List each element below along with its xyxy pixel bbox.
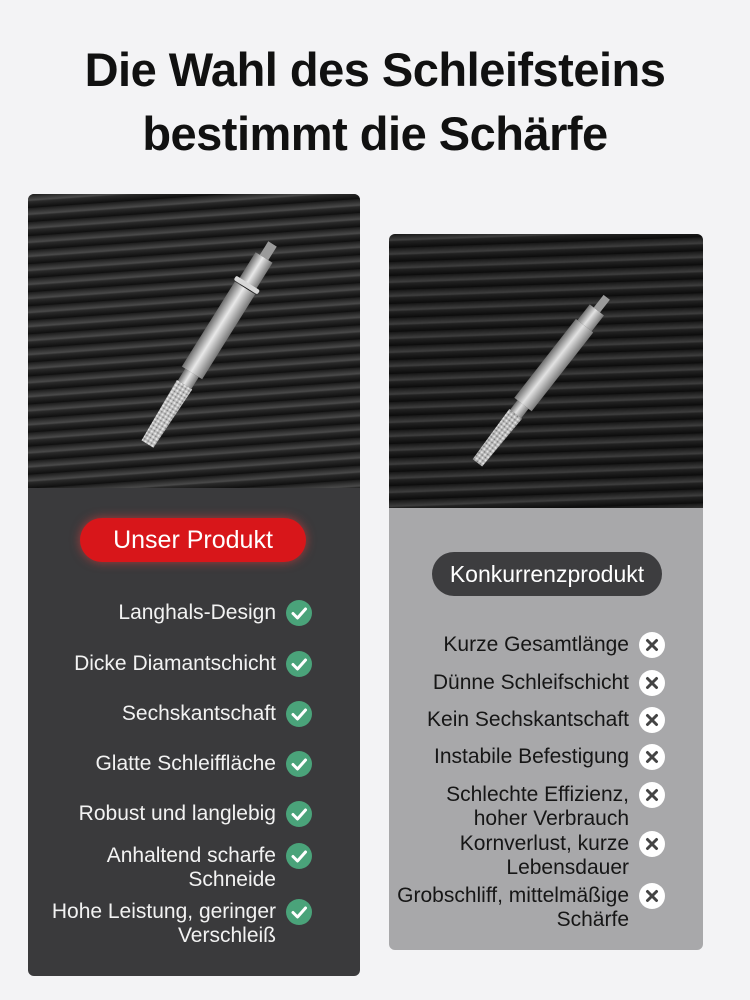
- our-product-panel: [28, 194, 360, 976]
- feature-line: Lebensdauer: [506, 856, 629, 879]
- feature-line: Anhaltend scharfe: [106, 844, 276, 867]
- check-icon: [286, 843, 312, 869]
- headline-line-1: Die Wahl des Schleifsteins: [84, 43, 666, 96]
- our-product-badge: Unser Produkt: [80, 518, 306, 562]
- feature-row: [389, 884, 665, 932]
- feature-line: Hohe Leistung, geringer: [51, 900, 276, 923]
- feature-text: [434, 745, 629, 769]
- feature-row: [389, 708, 665, 733]
- check-icon: [286, 899, 312, 925]
- headline: [0, 38, 750, 166]
- competitor-product-photo: [389, 234, 703, 508]
- headline-line-2: bestimmt die Schärfe: [142, 107, 608, 160]
- feature-line: Langhals-Design: [118, 601, 276, 624]
- feature-text: [427, 708, 629, 732]
- feature-line: Schlechte Effizienz,: [446, 783, 629, 806]
- feature-text: [397, 884, 629, 932]
- feature-line: Grobschliff, mittelmäßige: [397, 884, 629, 907]
- feature-line: Kornverlust, kurze: [459, 832, 629, 855]
- feature-line: Sechskantschaft: [121, 702, 276, 725]
- feature-line: Schneide: [188, 868, 276, 891]
- feature-text: [433, 671, 629, 695]
- x-icon: [639, 670, 665, 696]
- feature-row: [28, 844, 312, 892]
- feature-row: [389, 671, 665, 696]
- feature-row: [28, 702, 312, 727]
- feature-line: Dicke Diamantschicht: [74, 652, 276, 675]
- feature-row: [28, 752, 312, 777]
- feature-row: [28, 802, 312, 827]
- feature-text: [74, 652, 276, 676]
- feature-row: [389, 745, 665, 770]
- feature-row: [389, 832, 665, 880]
- feature-line: Dünne Schleifschicht: [432, 671, 629, 694]
- feature-text: [107, 844, 276, 892]
- check-icon: [286, 651, 312, 677]
- competitor-panel: [389, 234, 703, 950]
- x-icon: [639, 782, 665, 808]
- x-icon: [639, 632, 665, 658]
- feature-text: [95, 752, 276, 776]
- our-product-photo: [28, 194, 360, 488]
- feature-text: [118, 601, 276, 625]
- feature-line: hoher Verbrauch: [473, 807, 629, 830]
- feature-row: [28, 900, 312, 948]
- feature-row: [389, 633, 665, 658]
- feature-line: Glatte Schleiffläche: [95, 752, 276, 775]
- competitor-badge: Konkurrenzprodukt: [432, 552, 662, 596]
- x-icon: [639, 831, 665, 857]
- check-icon: [286, 751, 312, 777]
- feature-text: [79, 802, 276, 826]
- feature-text: [443, 633, 629, 657]
- feature-text: [122, 702, 276, 726]
- feature-row: [389, 783, 665, 831]
- feature-text: [52, 900, 276, 948]
- feature-line: Kurze Gesamtlänge: [443, 633, 629, 656]
- feature-row: [28, 601, 312, 626]
- feature-line: Kein Sechskantschaft: [427, 708, 629, 731]
- check-icon: [286, 701, 312, 727]
- check-icon: [286, 600, 312, 626]
- feature-text: [446, 783, 629, 831]
- feature-text: [460, 832, 629, 880]
- feature-line: Schärfe: [556, 908, 629, 931]
- feature-line: Robust und langlebig: [78, 802, 276, 825]
- x-icon: [639, 883, 665, 909]
- feature-line: Verschleiß: [177, 924, 276, 947]
- check-icon: [286, 801, 312, 827]
- x-icon: [639, 707, 665, 733]
- feature-line: Instabile Befestigung: [434, 745, 629, 768]
- x-icon: [639, 744, 665, 770]
- feature-row: [28, 652, 312, 677]
